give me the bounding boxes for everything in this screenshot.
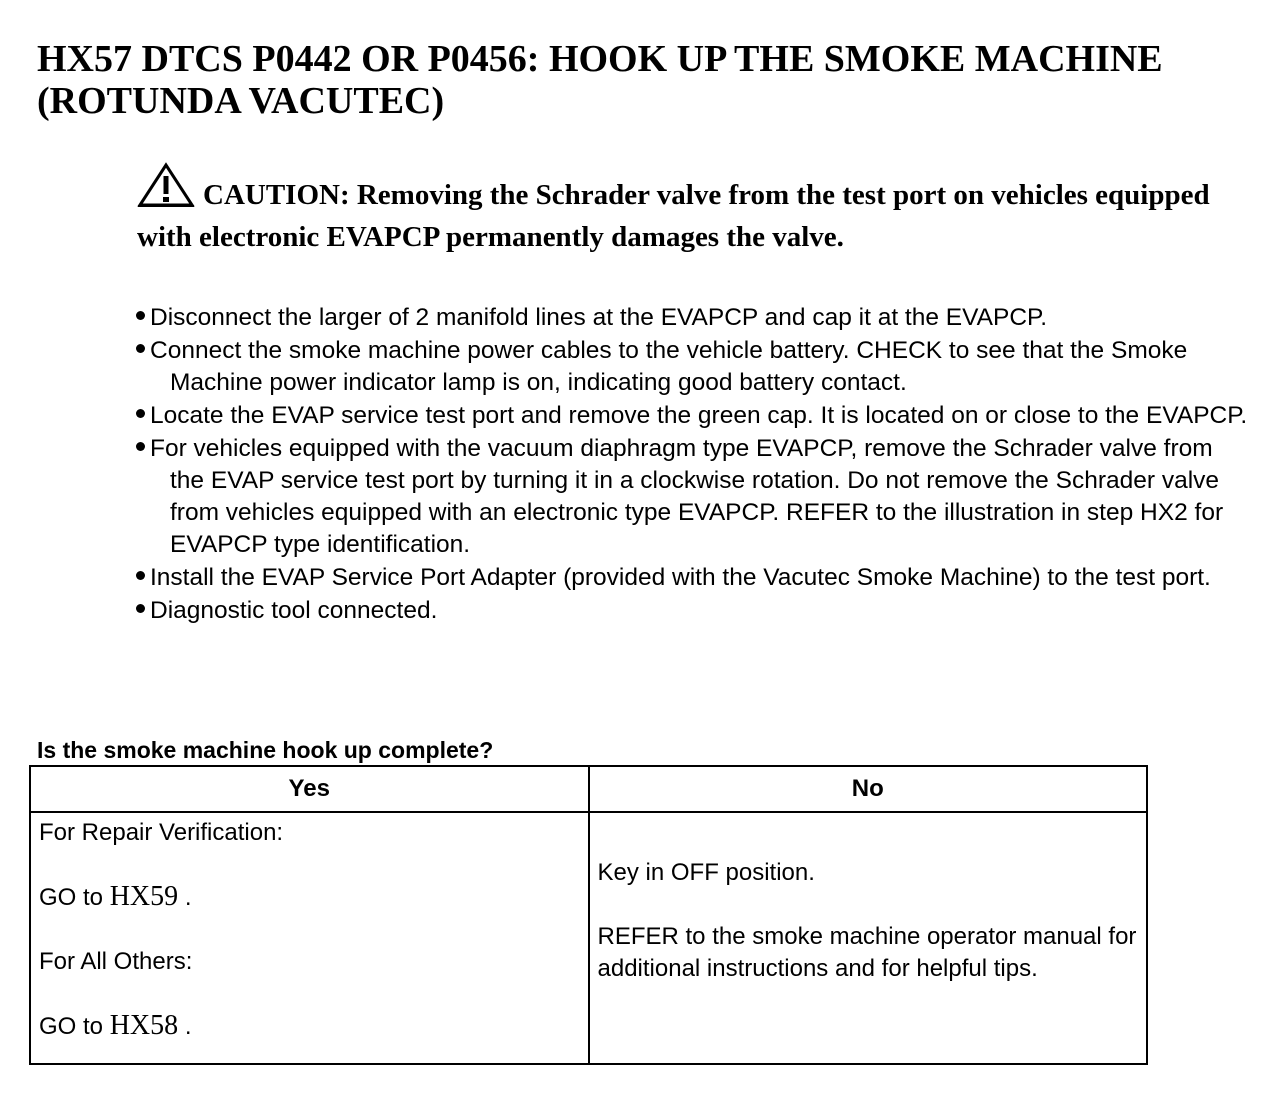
repair-go-line: GO to HX59 . (39, 881, 192, 912)
caution-note (137, 162, 1247, 256)
repair-verification-label: For Repair Verification: (39, 819, 284, 846)
table-row (30, 812, 1147, 1064)
no-header: No (589, 766, 1148, 812)
table-header-row (30, 766, 1147, 812)
answer-table (29, 765, 1148, 1065)
warning-triangle-icon (137, 162, 195, 218)
list-item: Locate the EVAP service test port and remove the green cap. It is located on or close to the EVAPCP. (118, 400, 1248, 432)
hx59-link[interactable]: HX59 (109, 881, 179, 912)
hx58-link[interactable]: HX58 (109, 1010, 179, 1041)
others-go-line: GO to HX58 . (39, 1010, 192, 1041)
question-heading: Is the smoke machine hook up complete? (37, 737, 494, 763)
list-item: Connect the smoke machine power cables to the vehicle battery. CHECK to see that the Smoke Machine power indicator lamp is on, indicating good battery contact. (118, 335, 1248, 399)
caution-text: CAUTION: Removing the Schrader valve from the test port on vehicles equipped with electronic EVAPCP permanently damages the valve. (137, 179, 1210, 253)
refer-manual-instruction: REFER to the smoke machine operator manual for additional instructions and for helpful tips. (597, 923, 1137, 982)
bullet-icon (136, 604, 145, 613)
page-title: HX57 DTCS P0442 OR P0456: HOOK UP THE SMOKE MACHINE (ROTUNDA VACUTEC) (37, 38, 1163, 122)
bullet-icon (136, 311, 145, 320)
no-cell (589, 812, 1148, 1064)
list-item: For vehicles equipped with the vacuum diaphragm type EVAPCP, remove the Schrader valve from the EVAP service test port by turning it in a clockwise rotation. Do not remove the Schrader valve from vehicles equipped with an electronic type EVAPCP. REFER to the illustration in step HX2 for EVAPCP type identification. (118, 433, 1248, 561)
list-item: Diagnostic tool connected. (118, 595, 1248, 627)
procedure-steps (118, 302, 1248, 628)
yes-header: Yes (30, 766, 589, 812)
bullet-icon (136, 442, 145, 451)
key-off-instruction: Key in OFF position. (597, 859, 815, 886)
bullet-icon (136, 344, 145, 353)
yes-cell (30, 812, 589, 1064)
bullet-icon (136, 409, 145, 418)
list-item: Install the EVAP Service Port Adapter (provided with the Vacutec Smoke Machine) to the test port. (118, 562, 1248, 594)
bullet-icon (136, 571, 145, 580)
list-item: Disconnect the larger of 2 manifold lines at the EVAPCP and cap it at the EVAPCP. (118, 302, 1248, 334)
all-others-label: For All Others: (39, 948, 193, 975)
